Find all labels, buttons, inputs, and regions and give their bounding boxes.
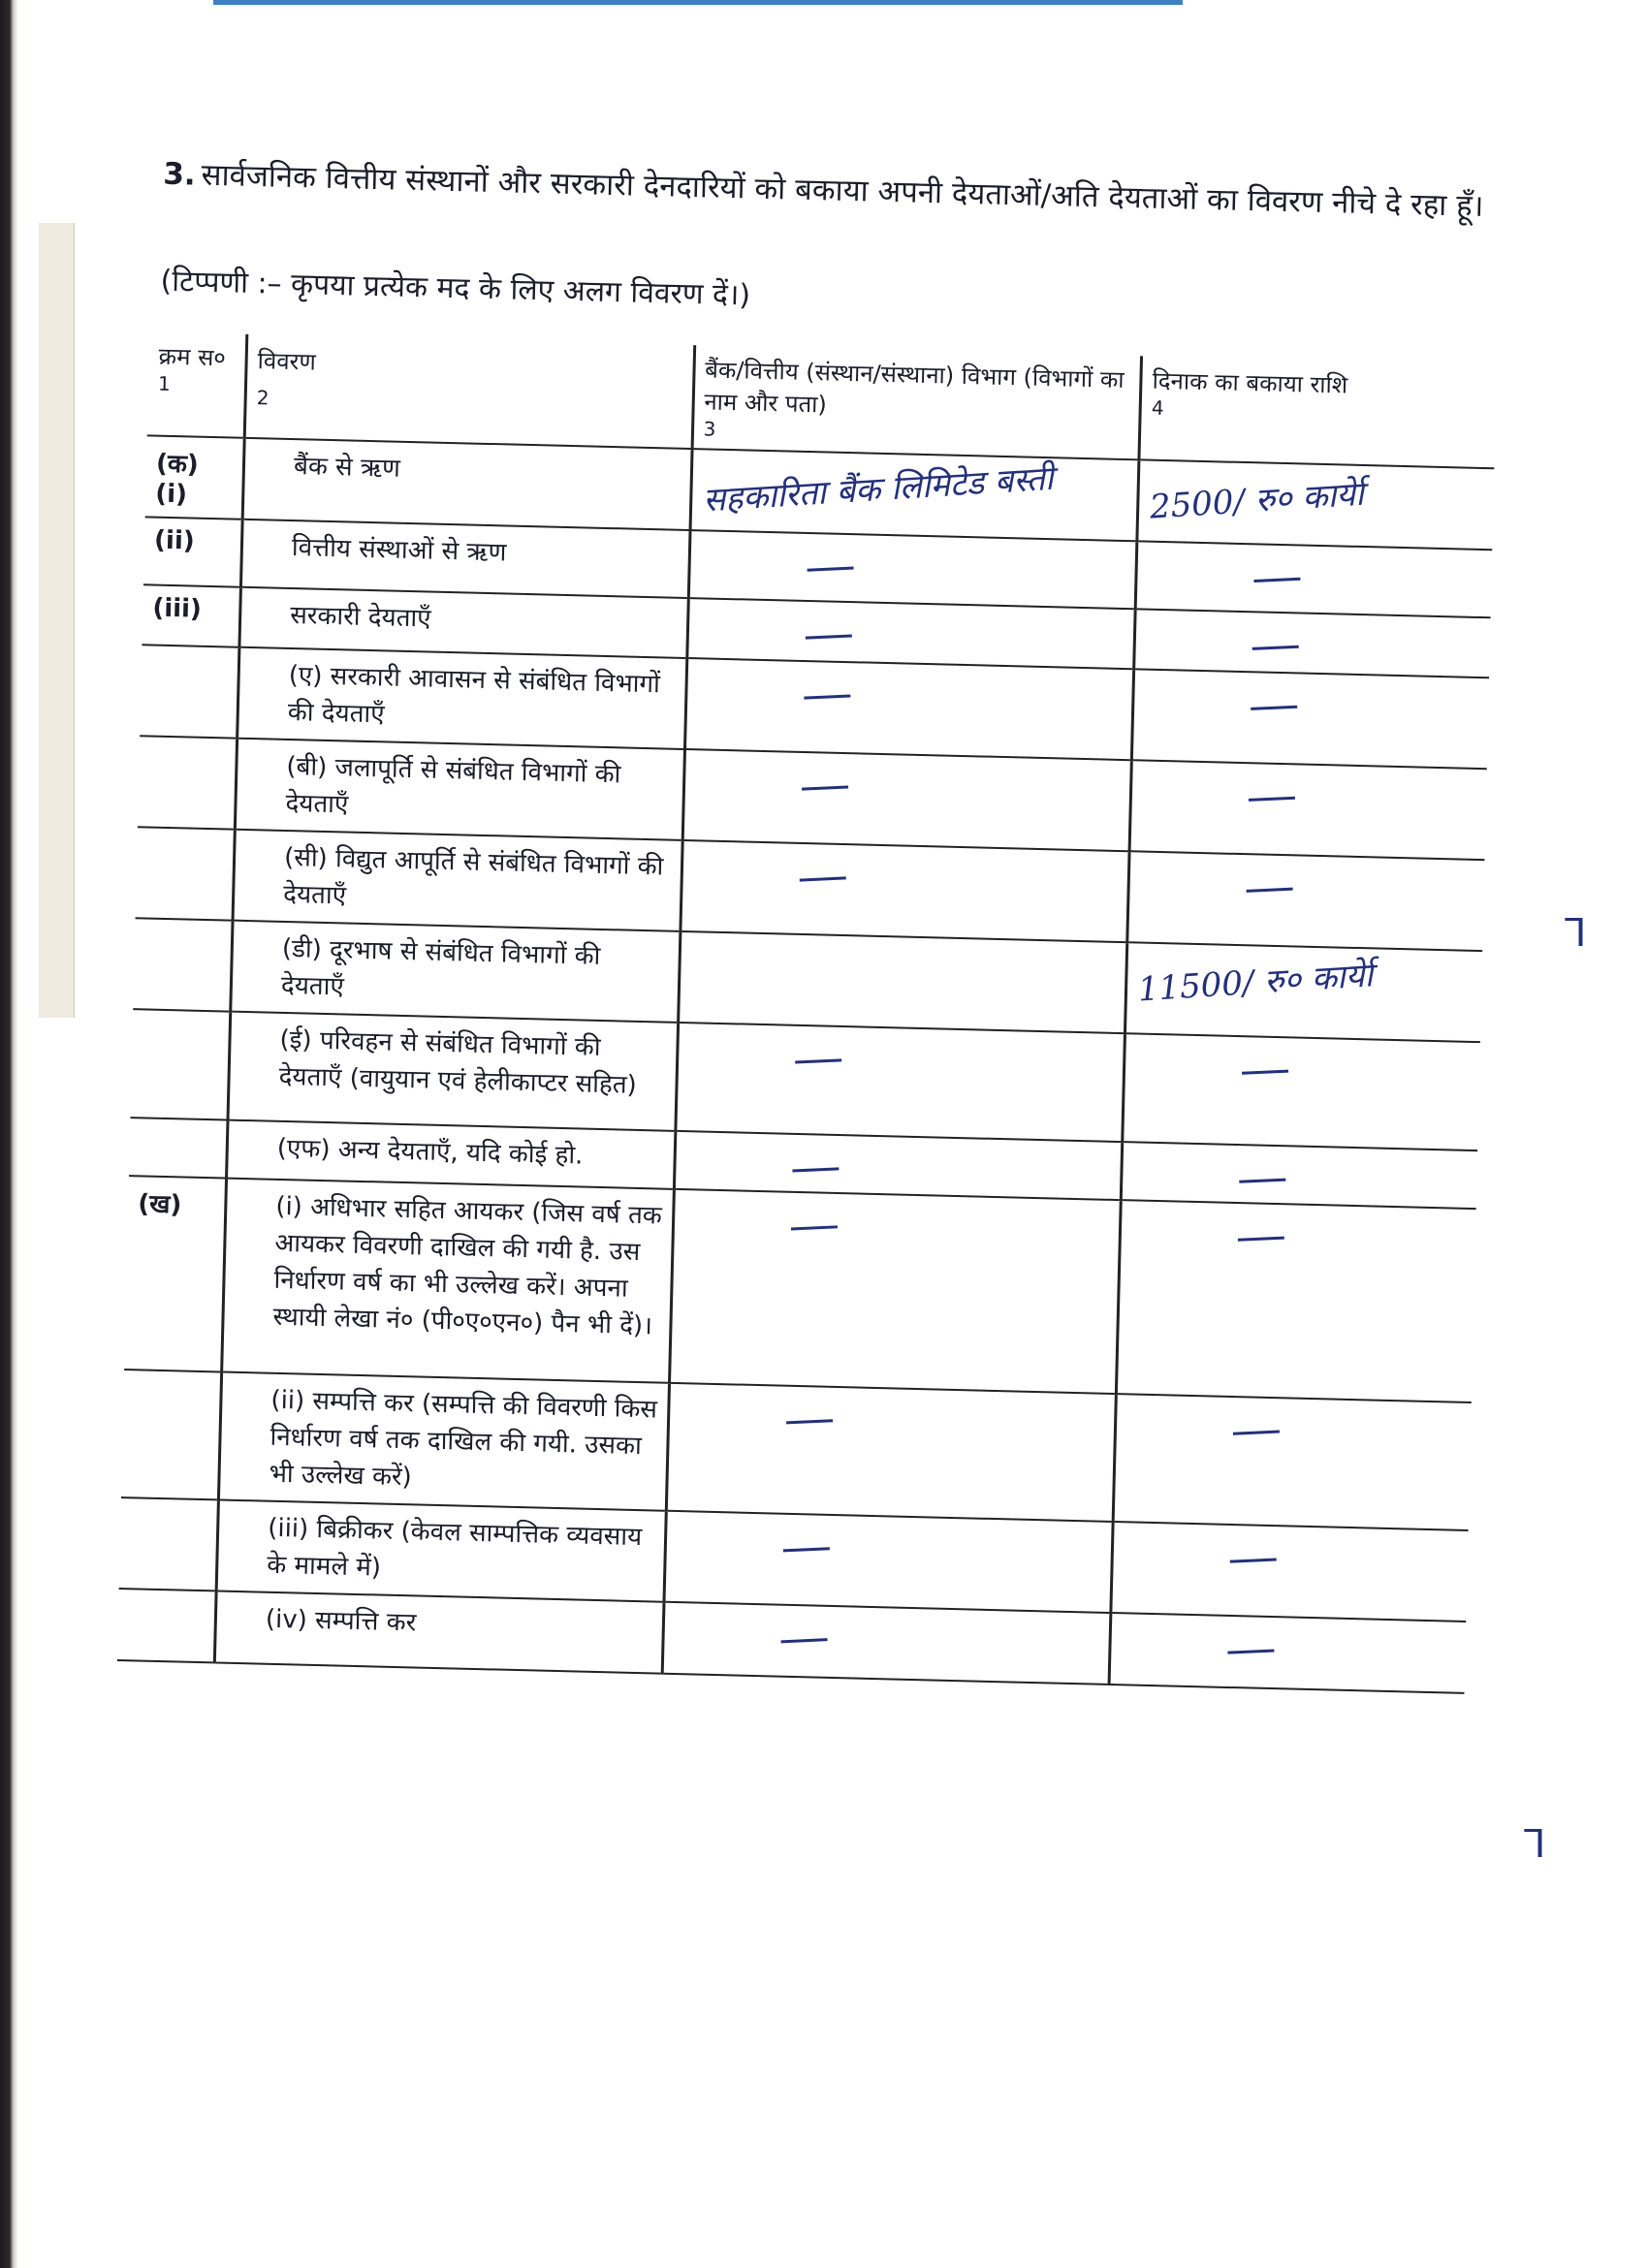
row-serial xyxy=(138,736,238,829)
row-details-text: वित्तीय संस्थाओं से ऋण xyxy=(291,533,507,568)
row-amount xyxy=(1113,1394,1471,1530)
form-page xyxy=(8,107,1492,2196)
row-serial xyxy=(117,1589,216,1662)
row-details-text: (सी) विद्युत आपूर्ति से संबंधित विभागों की देयताएँ xyxy=(282,842,664,911)
row-serial xyxy=(124,1176,226,1371)
handwritten-dash xyxy=(782,1547,829,1552)
row-details-text: (डी) दूरभाष से संबंधित विभागों की देयताएँ xyxy=(280,933,601,1002)
row-details xyxy=(235,739,684,840)
row-details-text: (iii) बिक्रीकर (केवल साम्पत्तिक व्यवसाय के मामले में) xyxy=(266,1513,643,1583)
row-amount xyxy=(1129,760,1486,860)
row-details xyxy=(218,1372,669,1511)
row-details xyxy=(228,1012,678,1131)
margin-handwritten-mark: ᒣ xyxy=(1563,911,1587,956)
handwritten-dash xyxy=(1242,1070,1288,1075)
handwritten-entry: सहकारिता बैंक लिमिटेड बस्ती xyxy=(701,458,1055,520)
row-serial xyxy=(133,918,233,1011)
row-details xyxy=(227,1120,676,1189)
row-institution xyxy=(664,1511,1114,1613)
row-amount xyxy=(1123,1033,1480,1150)
row-serial xyxy=(121,1370,222,1499)
row-serial xyxy=(140,645,239,738)
table-row xyxy=(124,1176,1475,1402)
column-number-3: 3 xyxy=(703,417,716,441)
handwritten-dash xyxy=(795,1058,841,1063)
row-institution xyxy=(681,840,1130,942)
row-institution xyxy=(662,1602,1111,1685)
row-amount xyxy=(1135,541,1492,617)
row-details xyxy=(238,647,687,749)
row-amount xyxy=(1109,1613,1466,1693)
row-serial xyxy=(129,1118,228,1178)
row-institution xyxy=(684,658,1134,760)
row-amount xyxy=(1134,609,1491,677)
column-number-4: 4 xyxy=(1151,395,1165,420)
handwritten-entry: 2500/ रु० कार्येा xyxy=(1149,474,1366,527)
row-details-text: सरकारी देयताएँ xyxy=(289,601,431,634)
row-serial xyxy=(119,1497,219,1591)
handwritten-dash xyxy=(1251,706,1297,710)
row-details xyxy=(214,1591,663,1673)
row-amount xyxy=(1125,942,1482,1042)
handwritten-dash xyxy=(791,1225,838,1230)
handwritten-dash xyxy=(1238,1237,1284,1242)
row-details-text: बैंक से ऋण xyxy=(293,452,401,484)
scan-top-line xyxy=(213,0,1183,5)
row-details xyxy=(222,1179,674,1383)
row-details xyxy=(216,1499,666,1601)
handwritten-dash xyxy=(780,1638,827,1643)
section-number: 3. xyxy=(162,156,197,193)
row-institution xyxy=(674,1131,1123,1200)
row-details xyxy=(242,438,692,530)
row-details-text: (i) अधिभार सहित आयकर (जिस वर्ष तक आयकर विवरणी दाखिल की गयी है. उस निर्धारण वर्ष का भी उल्लेख करें। अपना स्थायी लेखा नं० (पी०ए०एन०) पैन भी दें)। xyxy=(272,1191,663,1341)
handwritten-dash xyxy=(1228,1649,1275,1654)
row-serial-text: (क) (i) xyxy=(154,449,200,510)
header-amount xyxy=(1139,356,1497,468)
header-institution-label: बैंक/वित्तीय (संस्थान/संस्थाना) विभाग (विभागों का नाम और पता) xyxy=(704,356,1125,419)
handwritten-dash xyxy=(802,785,848,790)
row-institution xyxy=(676,1023,1125,1142)
row-institution xyxy=(666,1383,1117,1522)
handwritten-dash xyxy=(1254,578,1301,583)
column-number-2: 2 xyxy=(256,386,269,410)
row-amount xyxy=(1121,1142,1477,1209)
row-serial-text: (ii) xyxy=(153,525,196,556)
handwritten-dash xyxy=(1252,646,1299,650)
row-details-text: (एफ) अन्य देयताएँ, यदि कोई हो. xyxy=(276,1133,584,1171)
handwritten-dash xyxy=(799,876,845,881)
header-serial-label: क्रम स० xyxy=(158,342,227,372)
row-serial xyxy=(143,517,242,586)
row-serial xyxy=(136,827,236,920)
margin-handwritten-mark: ᒣ xyxy=(1522,1822,1546,1867)
header-institution xyxy=(692,345,1142,459)
handwritten-dash xyxy=(792,1167,839,1172)
handwritten-dash xyxy=(1247,888,1293,893)
row-institution xyxy=(669,1189,1121,1394)
handwritten-dash xyxy=(786,1419,833,1424)
header-details-label: विवरण xyxy=(257,347,317,376)
header-details xyxy=(244,334,694,449)
row-details xyxy=(231,921,681,1023)
handwritten-dash xyxy=(804,694,850,699)
handwritten-dash xyxy=(1239,1179,1285,1183)
handwritten-dash xyxy=(1233,1431,1280,1435)
section-heading xyxy=(163,148,1502,234)
row-institution xyxy=(678,931,1127,1033)
handwritten-dash xyxy=(807,567,853,572)
row-details-text: (ii) सम्पत्ति कर (सम्पत्ति की विवरणी किस निर्धारण वर्ष तक दाखिल की गयी. उसका भी उल्लेख करें) xyxy=(269,1385,658,1493)
row-amount xyxy=(1137,459,1494,550)
row-amount xyxy=(1127,851,1484,951)
handwritten-dash xyxy=(805,634,851,639)
row-institution xyxy=(688,530,1137,609)
row-institution xyxy=(686,598,1135,669)
row-serial-text: (ख) xyxy=(137,1189,182,1220)
row-details-text: (iv) सम्पत्ति कर xyxy=(265,1604,417,1638)
row-details-text: (ई) परिवहन से संबंधित विभागों की देयताएँ (वायुयान एवं हेलीकाप्टर सहित) xyxy=(278,1024,638,1100)
liabilities-table xyxy=(117,331,1497,1694)
row-details-text: (बी) जलापूर्ति से संबंधित विभागों की देयताएँ xyxy=(285,751,621,820)
row-amount xyxy=(1132,669,1489,769)
header-serial xyxy=(147,331,247,437)
row-serial xyxy=(142,584,240,646)
row-institution xyxy=(690,449,1140,541)
row-amount xyxy=(1111,1522,1468,1622)
row-details xyxy=(240,520,689,598)
row-details xyxy=(239,587,688,658)
handwritten-dash xyxy=(1249,797,1295,802)
instruction-note: (टिप्पणी :– कृपया प्रत्येक मद के लिए अलग विवरण दें।) xyxy=(160,264,751,313)
row-serial xyxy=(131,1009,231,1119)
row-serial-text: (iii) xyxy=(152,593,203,624)
column-number-1: 1 xyxy=(157,371,172,395)
header-amount-label: दिनाक का बकाया राशि xyxy=(1152,366,1348,399)
row-institution xyxy=(682,749,1132,851)
row-serial xyxy=(145,435,245,519)
row-amount xyxy=(1117,1200,1476,1402)
handwritten-entry: 11500/ रु० कार्येा xyxy=(1136,956,1375,1010)
row-details xyxy=(233,830,682,931)
section-heading-text: सार्वजनिक वित्तीय संस्थानों और सरकारी देनदारियों को बकाया अपनी देयताओं/अति देयताओं का विवरण नीचे दे रहा हूँ। xyxy=(201,157,1484,224)
handwritten-dash xyxy=(1230,1558,1277,1562)
row-details-text: (ए) सरकारी आवासन से संबंधित विभागों की देयताएँ xyxy=(287,660,661,730)
